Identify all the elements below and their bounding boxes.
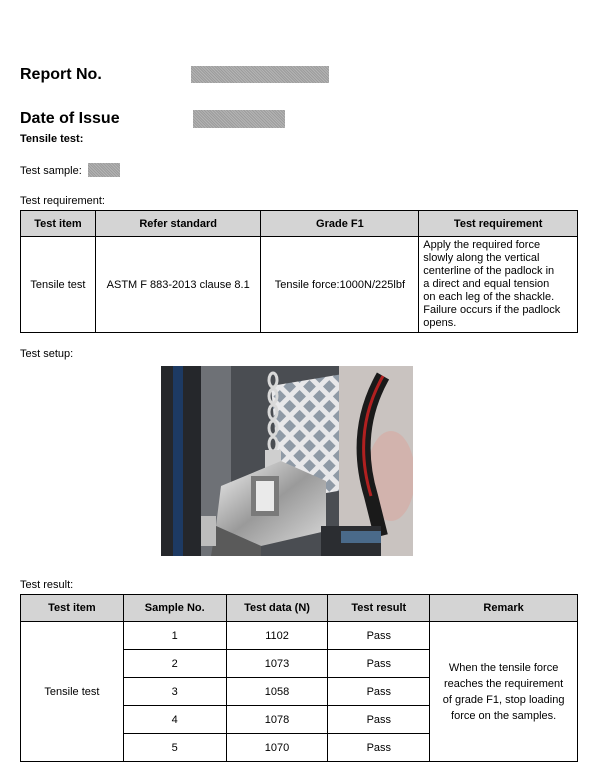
- test-sample-label: Test sample:: [20, 165, 82, 177]
- test-setup-label: Test setup:: [20, 348, 74, 360]
- cell-result: Pass: [328, 650, 430, 678]
- cell-data: 1102: [226, 622, 328, 650]
- header-test-item: Test item: [21, 595, 124, 622]
- cell-test-item: Tensile test: [21, 237, 96, 333]
- test-requirement-label: Test requirement:: [20, 195, 105, 207]
- cell-data: 1073: [226, 650, 328, 678]
- remark-line: reaches the requirement: [443, 677, 564, 690]
- report-no-label: Report No.: [20, 66, 102, 83]
- cell-requirement: [419, 237, 578, 333]
- cell-sample: 1: [123, 622, 226, 650]
- cell-result: Pass: [328, 706, 430, 734]
- requirement-table: [20, 210, 578, 333]
- cell-test-item: Tensile test: [21, 622, 124, 762]
- cell-result: Pass: [328, 622, 430, 650]
- cell-data: 1070: [226, 734, 328, 762]
- test-sample-redaction: [88, 163, 120, 177]
- header-sample-no: Sample No.: [123, 595, 226, 622]
- test-result-label: Test result:: [20, 579, 74, 591]
- date-of-issue-label: Date of Issue: [20, 110, 120, 127]
- cell-standard: ASTM F 883-2013 clause 8.1: [95, 237, 261, 333]
- requirement-line: Apply the required force: [423, 239, 541, 251]
- header-remark: Remark: [430, 595, 578, 622]
- report-no-redaction: [191, 66, 329, 83]
- test-setup-photo: [161, 366, 413, 556]
- header-test-result: Test result: [328, 595, 430, 622]
- cell-sample: 2: [123, 650, 226, 678]
- cell-grade: Tensile force:1000N/225lbf: [261, 237, 419, 333]
- remark-line: When the tensile force: [448, 661, 559, 674]
- requirement-line: on each leg of the shackle.: [423, 291, 555, 303]
- header-refer-standard: Refer standard: [95, 211, 261, 237]
- table-row: [21, 622, 578, 650]
- cell-sample: 5: [123, 734, 226, 762]
- cell-sample: 3: [123, 678, 226, 706]
- section-title: Tensile test:: [20, 133, 84, 145]
- requirement-line: Failure occurs if the padlock: [423, 304, 561, 316]
- header-test-requirement: Test requirement: [419, 211, 578, 237]
- header-grade: Grade F1: [261, 211, 419, 237]
- remark-line: force on the samples.: [451, 709, 557, 722]
- remark-line: of grade F1, stop loading: [442, 693, 565, 706]
- header-test-item: Test item: [21, 211, 96, 237]
- date-redaction: [193, 110, 285, 128]
- cell-result: Pass: [328, 678, 430, 706]
- cell-data: 1058: [226, 678, 328, 706]
- cell-remark: [430, 622, 578, 762]
- cell-result: Pass: [328, 734, 430, 762]
- result-table: [20, 594, 578, 762]
- cell-data: 1078: [226, 706, 328, 734]
- requirement-line: centerline of the padlock in: [423, 265, 555, 277]
- requirement-line: a direct and equal tension: [423, 278, 550, 290]
- header-test-data: Test data (N): [226, 595, 328, 622]
- requirement-line: opens.: [423, 317, 457, 329]
- cell-sample: 4: [123, 706, 226, 734]
- requirement-line: slowly along the vertical: [423, 252, 540, 264]
